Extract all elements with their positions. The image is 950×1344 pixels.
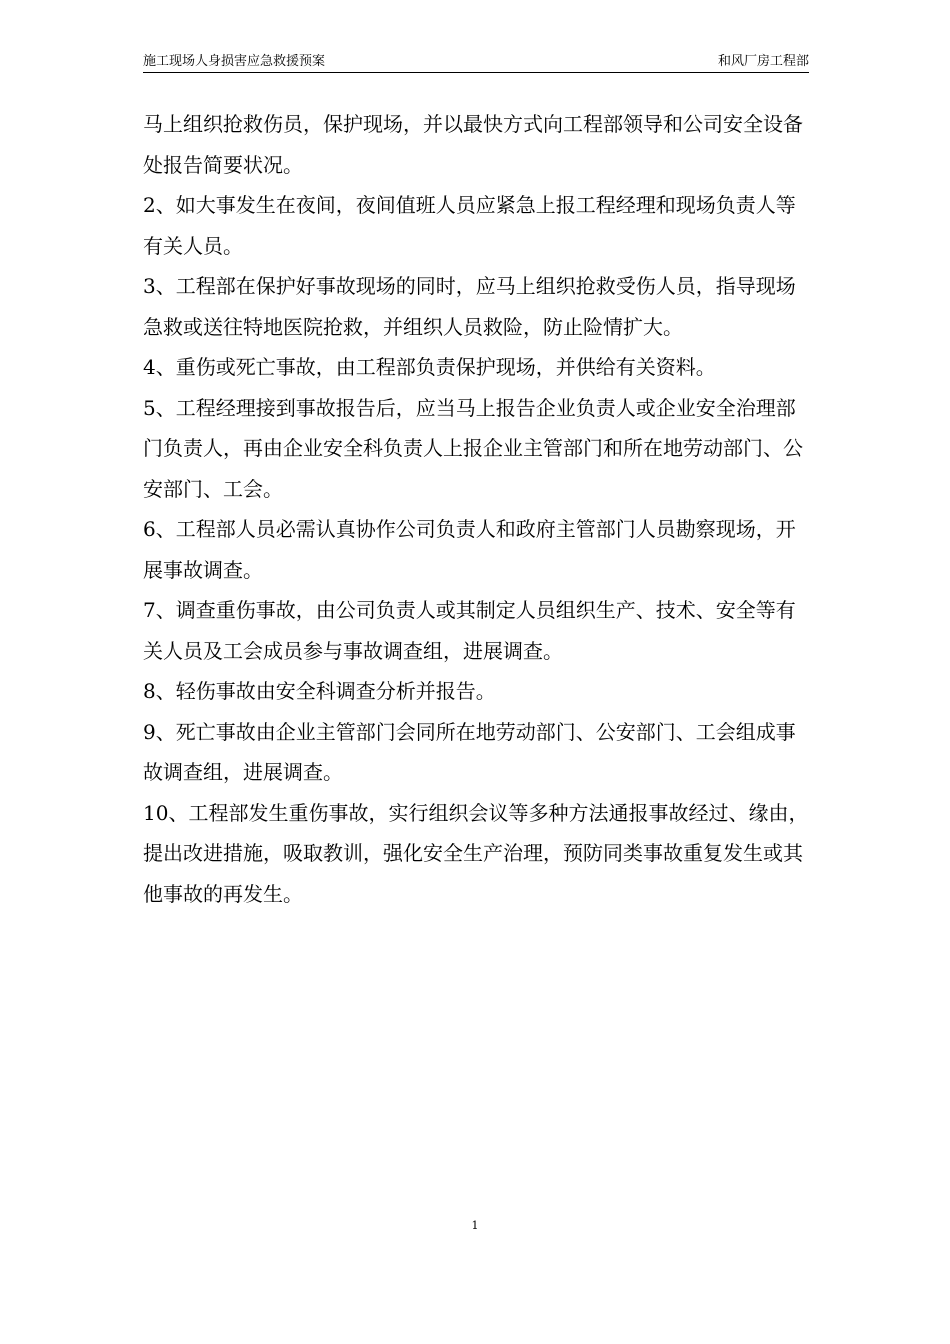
- page-header: [143, 52, 809, 73]
- paragraph: 5、工程经理接到事故报告后，应当马上报告企业负责人或企业安全治理部门负责人，再由企业安全科负责人上报企业主管部门和所在地劳动部门、公安部门、工会。: [143, 395, 803, 501]
- paragraph: 8、轻伤事故由安全科调查分析并报告。: [143, 679, 496, 703]
- paragraph: 6、工程部人员必需认真协作公司负责人和政府主管部门人员勘察现场，开展事故调查。: [143, 517, 796, 582]
- header-document-title: 施工现场人身损害应急救援预案: [143, 54, 326, 69]
- paragraph: 3、工程部在保护好事故现场的同时，应马上组织抢救受伤人员，指导现场急救或送往特地医院抢救，并组织人员救险，防止险情扩大。: [143, 274, 796, 339]
- document-body: [143, 104, 809, 914]
- paragraph: 9、死亡事故由企业主管部门会同所在地劳动部门、公安部门、工会组成事故调查组，进展调查。: [143, 719, 796, 784]
- paragraph: 10、工程部发生重伤事故，实行组织会议等多种方法通报事故经过、缘由，提出改进措施，吸取教训，强化安全生产治理，预防同类事故重复发生或其他事故的再发生。: [143, 800, 809, 906]
- page-number: 1: [471, 1219, 479, 1232]
- paragraph: 7、调查重伤事故，由公司负责人或其制定人员组织生产、技术、安全等有关人员及工会成员参与事故调查组，进展调查。: [143, 598, 796, 663]
- paragraph: 2、如大事发生在夜间，夜间值班人员应紧急上报工程经理和现场负责人等有关人员。: [143, 193, 796, 258]
- header-department: 和风厂房工程部: [717, 54, 809, 69]
- paragraph: 马上组织抢救伤员，保护现场，并以最快方式向工程部领导和公司安全设备处报告简要状况。: [143, 112, 803, 177]
- paragraph: 4、重伤或死亡事故，由工程部负责保护现场，并供给有关资料。: [143, 355, 716, 379]
